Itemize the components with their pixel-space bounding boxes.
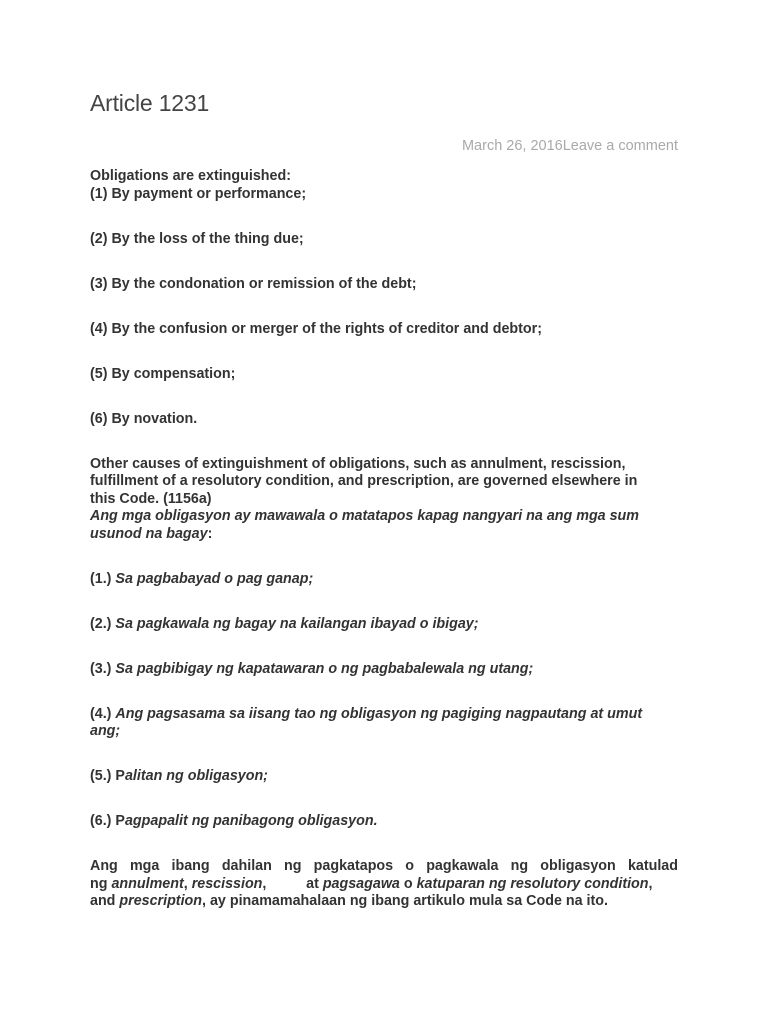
item-text: Sa pagbabayad o pag ganap; [115,570,314,587]
post-date-link[interactable]: March 26, 2016 [461,138,563,154]
other-causes-line: fulfillment of a resolutory condition, and prescription, are governed elsewhere in [90,473,638,489]
item-number: (5.) P [90,768,125,784]
filipino-intro [90,508,678,543]
filipino-intro-line: Ang mga obligasyon ay mawawala o matatapos kapag nangyari na ang mga sum [90,508,639,524]
closing-line-1: Ang mga ibang dahilan ng pagkatapos o pagkawala ng obligasyon katulad [90,858,678,874]
other-causes-line: Other causes of extinguishment of obligations, such as annulment, rescission, [90,455,626,472]
other-causes-line: this Code. (1156a) [90,490,212,507]
english-item-1: (1) By payment or performance; [90,185,307,202]
filipino-item-5 [90,768,678,786]
filipino-item-6 [90,813,678,831]
item-number: (4.) [90,705,116,722]
english-item-4: (4) By the confusion or merger of the rights of creditor and debtor; [90,320,542,337]
filipino-item-2 [90,616,678,634]
item-number: (1.) [90,570,116,587]
filipino-item-1 [90,571,678,589]
item-text: Ang pagsasama sa iisang tao ng obligasyon ng pagiging nagpautang at umut [115,705,643,722]
item-number: (3.) [90,660,116,677]
article-title: Article 1231 [90,90,210,116]
closing-line-2: ng annulment, rescission, at pagsagawa o katuparan ng resolutory condition, [90,875,653,892]
item-number: (2.) [90,615,116,632]
filipino-closing-paragraph [90,858,678,911]
item-text: ang; [90,723,121,739]
filipino-item-4 [90,706,678,741]
english-item-2: (2) By the loss of the thing due; [90,230,304,247]
item-text: Sa pagbibigay ng kapatawaran o ng pagbabalewala ng utang; [115,660,534,677]
item-text: alitan ng obligasyon; [124,768,268,784]
english-item-6: (6) By novation. [90,410,198,427]
filipino-intro-colon: : [207,525,213,542]
closing-line-3: and prescription, ay pinamamahalaan ng ibang artikulo mula sa Code na ito. [90,893,608,909]
leave-comment-link[interactable]: Leave a comment [562,138,678,154]
english-item-3: (3) By the condonation or remission of the debt; [90,275,417,292]
filipino-intro-line: usunod na bagay [90,525,208,542]
filipino-item-3 [90,661,678,679]
article-body [90,168,678,911]
post-meta [462,138,678,154]
english-intro: Obligations are extinguished: [90,168,291,184]
item-number: (6.) P [90,813,125,829]
item-text: agpapalit ng panibagong obligasyon. [124,813,378,829]
english-item-5: (5) By compensation; [90,365,236,382]
item-text: Sa pagkawala ng bagay na kailangan ibayad o ibigay; [115,615,479,632]
english-other-causes [90,456,678,509]
